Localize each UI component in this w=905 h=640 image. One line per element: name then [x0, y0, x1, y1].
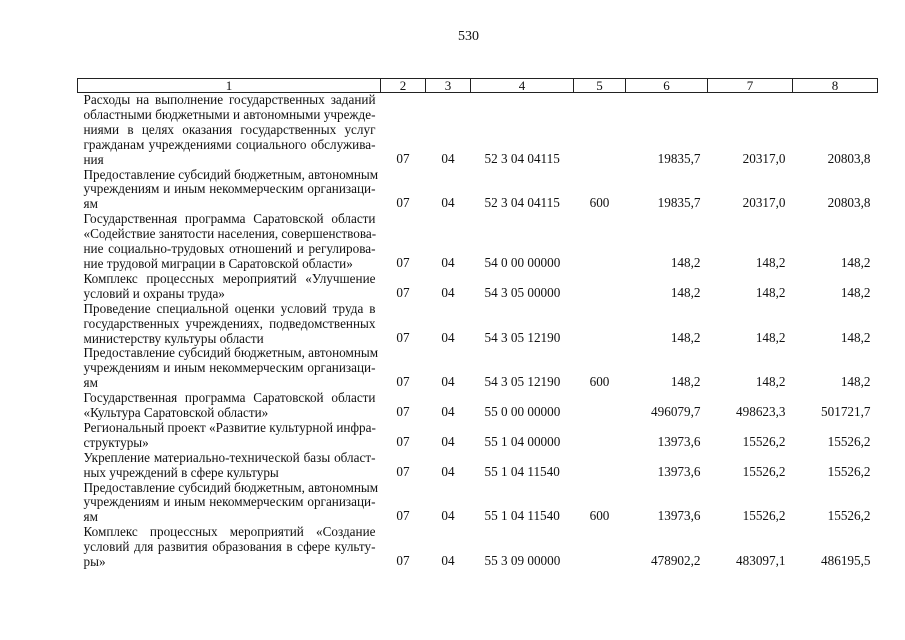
description-line: Проведение специальной оценки условий труда в — [83, 300, 376, 316]
description-line: ние трудовой миграции в Саратовской области» — [83, 255, 353, 271]
col-header: 8 — [793, 79, 878, 93]
table-row — [78, 451, 878, 481]
description-line: Расходы на выполнение государственных заданий — [83, 92, 376, 107]
amount-cell: 148,2 — [670, 374, 701, 390]
subsection-cell: 04 — [441, 463, 455, 479]
description-cell — [78, 525, 381, 570]
description-line: областными бюджетными и автономными учрежде- — [83, 106, 376, 122]
description-line: условий для развития образования в сфере культу- — [83, 539, 376, 555]
amount-cell: 148,2 — [670, 254, 701, 270]
table-row — [78, 93, 878, 168]
amount-cell: 483097,1 — [736, 553, 786, 569]
expense-type-cell — [574, 451, 626, 481]
col-header: 6 — [626, 79, 708, 93]
description-cell — [78, 421, 381, 451]
subsection-cell: 04 — [441, 553, 455, 569]
amount-cell: 13973,6 — [657, 508, 701, 524]
amount-cell: 148,2 — [670, 329, 701, 345]
description-line: учреждениям и иным некоммерческим организаци- — [83, 494, 376, 510]
description-line: Предоставление субсидий бюджетным, автономным — [83, 345, 379, 361]
amount-cell: 486195,5 — [821, 553, 871, 569]
page-number: 530 — [458, 29, 479, 44]
section-cell: 07 — [396, 463, 410, 479]
target-code-cell: 55 1 04 11540 — [484, 463, 560, 479]
section-cell: 07 — [396, 553, 410, 569]
amount-cell: 148,2 — [840, 254, 871, 270]
expense-type-cell — [574, 421, 626, 451]
col-header: 7 — [708, 79, 793, 93]
description-line: ние социально-трудовых отношений и регулирова- — [83, 241, 376, 257]
table-row — [78, 421, 878, 451]
amount-cell: 15526,2 — [742, 433, 786, 449]
description-line: ям — [83, 375, 98, 391]
target-code-cell: 54 0 00 00000 — [484, 254, 561, 270]
subsection-cell: 04 — [441, 433, 455, 449]
amount-cell: 15526,2 — [742, 463, 786, 479]
expense-type-cell — [574, 525, 626, 570]
subsection-cell: 04 — [441, 404, 455, 420]
subsection-cell: 04 — [441, 329, 455, 345]
target-code-cell: 54 3 05 12190 — [484, 329, 561, 345]
description-line: Государственная программа Саратовской области — [83, 211, 376, 227]
expense-type-cell: 600 — [589, 508, 610, 524]
description-line: государственных учреждениях, подведомственных — [83, 315, 376, 331]
amount-cell: 498623,3 — [736, 404, 786, 420]
subsection-cell: 04 — [441, 254, 455, 270]
target-code-cell: 52 3 04 04115 — [484, 195, 560, 211]
section-cell: 07 — [396, 433, 410, 449]
target-code-cell: 55 0 00 00000 — [484, 404, 561, 420]
col-header: 2 — [381, 79, 426, 93]
amount-cell: 148,2 — [755, 284, 786, 300]
description-line: ных учреждений в сфере культуры — [83, 464, 279, 480]
description-line: ния — [83, 151, 104, 167]
amount-cell: 20317,0 — [742, 195, 786, 211]
description-line: ям — [83, 196, 98, 212]
expense-type-cell: 600 — [589, 374, 610, 390]
amount-cell: 20803,8 — [827, 150, 871, 166]
table-row — [78, 168, 878, 213]
amount-cell: 148,2 — [755, 329, 786, 345]
description-line: Государственная программа Саратовской области — [83, 390, 376, 406]
section-cell: 07 — [396, 374, 410, 390]
description-line: гражданам учреждениями социального обслужива- — [83, 136, 376, 152]
description-line: Комплекс процессных мероприятий «Улучшение — [83, 270, 376, 286]
section-cell: 07 — [396, 150, 410, 166]
description-line: ниями в целях оказания государственных услуг — [83, 121, 376, 137]
amount-cell: 20317,0 — [742, 150, 786, 166]
amount-cell: 15526,2 — [827, 433, 871, 449]
table-row — [78, 272, 878, 302]
target-code-cell: 55 1 04 00000 — [484, 433, 561, 449]
description-line: условий и охраны труда» — [83, 285, 225, 301]
amount-cell: 478902,2 — [651, 553, 701, 569]
target-code-cell: 55 3 09 00000 — [484, 553, 561, 569]
description-line: «Содействие занятости населения, совершенствова- — [83, 226, 377, 242]
amount-cell: 148,2 — [755, 374, 786, 390]
section-cell: 07 — [396, 404, 410, 420]
description-cell — [78, 272, 381, 302]
col-header: 3 — [426, 79, 471, 93]
table-row — [78, 212, 878, 272]
subsection-cell: 04 — [441, 195, 455, 211]
target-code-cell: 55 1 04 11540 — [484, 508, 560, 524]
amount-cell: 15526,2 — [827, 463, 871, 479]
description-line: Предоставление субсидий бюджетным, автономным — [83, 166, 379, 182]
description-cell — [78, 302, 381, 347]
description-cell — [78, 481, 381, 526]
budget-table — [77, 78, 878, 570]
description-line: ры» — [83, 554, 106, 570]
table-row — [78, 346, 878, 391]
description-line: учреждениям и иным некоммерческим организаци- — [83, 360, 376, 376]
expense-type-cell — [574, 391, 626, 421]
header-row — [78, 79, 878, 93]
subsection-cell: 04 — [441, 374, 455, 390]
expense-type-cell — [574, 272, 626, 302]
table-row — [78, 525, 878, 570]
target-code-cell: 54 3 05 00000 — [484, 284, 561, 300]
table-row — [78, 481, 878, 526]
target-code-cell: 54 3 05 12190 — [484, 374, 561, 390]
description-cell — [78, 93, 381, 168]
description-line: учреждениям и иным некоммерческим организаци- — [83, 181, 376, 197]
expense-type-cell — [574, 93, 626, 168]
amount-cell: 20803,8 — [827, 195, 871, 211]
subsection-cell: 04 — [441, 150, 455, 166]
description-line: Укрепление материально-технической базы област- — [83, 449, 376, 465]
amount-cell: 148,2 — [670, 284, 701, 300]
amount-cell: 15526,2 — [742, 508, 786, 524]
target-code-cell: 52 3 04 04115 — [484, 150, 560, 166]
subsection-cell: 04 — [441, 284, 455, 300]
amount-cell: 148,2 — [840, 374, 871, 390]
amount-cell: 15526,2 — [827, 508, 871, 524]
description-line: структуры» — [83, 434, 149, 450]
section-cell: 07 — [396, 284, 410, 300]
subsection-cell: 04 — [441, 508, 455, 524]
description-line: Комплекс процессных мероприятий «Создание — [83, 524, 376, 540]
description-cell — [78, 391, 381, 421]
col-header: 1 — [78, 79, 381, 93]
description-line: Региональный проект «Развитие культурной инфра- — [83, 419, 376, 435]
amount-cell: 496079,7 — [651, 404, 701, 420]
description-line: министерству культуры области — [83, 330, 264, 346]
amount-cell: 13973,6 — [657, 433, 701, 449]
section-cell: 07 — [396, 254, 410, 270]
amount-cell: 13973,6 — [657, 463, 701, 479]
description-cell — [78, 168, 381, 213]
description-line: Предоставление субсидий бюджетным, автономным — [83, 479, 379, 495]
expense-type-cell: 600 — [589, 195, 610, 211]
expense-type-cell — [574, 302, 626, 347]
col-header: 4 — [471, 79, 574, 93]
description-line: ям — [83, 509, 98, 525]
description-line: «Культура Саратовской области» — [83, 405, 269, 421]
amount-cell: 501721,7 — [821, 404, 871, 420]
section-cell: 07 — [396, 508, 410, 524]
amount-cell: 19835,7 — [657, 195, 701, 211]
section-cell: 07 — [396, 329, 410, 345]
amount-cell: 19835,7 — [657, 150, 701, 166]
description-cell — [78, 451, 381, 481]
section-cell: 07 — [396, 195, 410, 211]
description-cell — [78, 346, 381, 391]
description-cell — [78, 212, 381, 272]
table-row — [78, 302, 878, 347]
amount-cell: 148,2 — [840, 329, 871, 345]
col-header: 5 — [574, 79, 626, 93]
amount-cell: 148,2 — [755, 254, 786, 270]
amount-cell: 148,2 — [840, 284, 871, 300]
table-row — [78, 391, 878, 421]
expense-type-cell — [574, 212, 626, 272]
